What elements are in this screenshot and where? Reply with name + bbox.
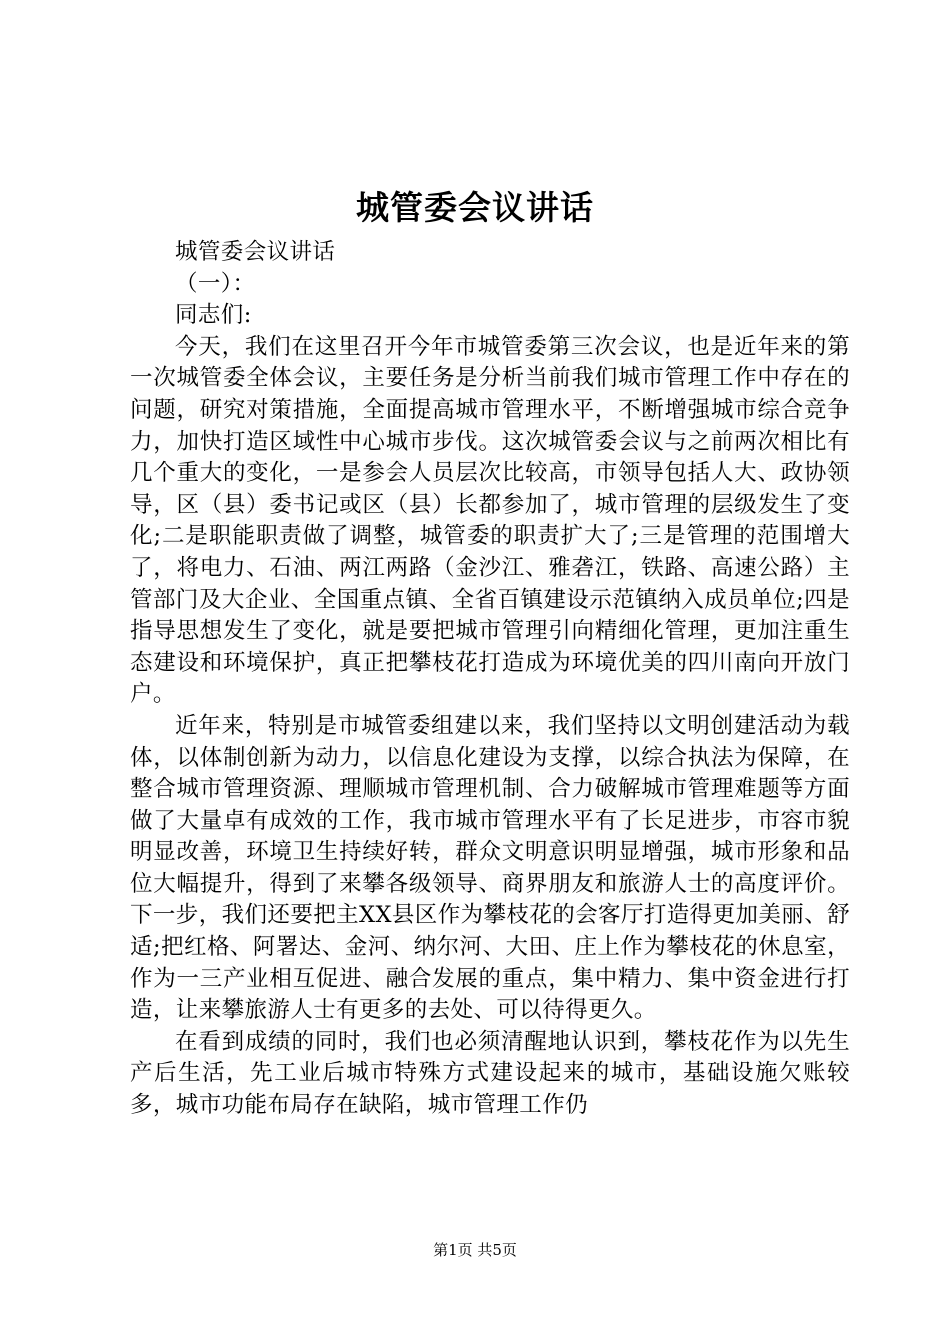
salutation-paragraph: 同志们: [175, 302, 252, 329]
body-paragraph: 在看到成绩的同时，我们也必须清醒地认识到，攀枝花作为以先生产后生活，先工业后城市特殊方式建设起来的城市，基础设施欠账较多，城市功能布局存在缺陷，城市管理工作仍 [130, 1028, 850, 1119]
body-paragraph: 今天，我们在这里召开今年市城管委第三次会议，也是近年来的第一次城管委全体会议，主要任务是分析当前我们城市管理工作中存在的问题，研究对策措施，全面提高城市管理水平，不断增强城市综合竞争力，加快打造区域性中心城市步伐。这次城管委会议与之前两次相比有几个重大的变化，一是参会人员层次比较高，市领导包括人大、政协领导，区（县）委书记或区（县）长都参加了，城市管理的层级发生了变化;二是职能职责做了调整，城管委的职责扩大了;三是管理的范围增大了，将电力、石油、两江两路（金沙江、雅砻江，铁路、高速公路）主管部门及大企业、全国重点镇、全省百镇建设示范镇纳入成员单位;四是指导思想发生了变化，就是要把城市管理引向精细化管理，更加注重生态建设和环境保护，真正把攀枝花打造成为环境优美的四川南向开放门户。 [130, 333, 850, 708]
page-footer: 第1页 共5页 [433, 1241, 517, 1259]
document-body [130, 237, 850, 1122]
document-title: 城管委会议讲话 [356, 188, 594, 227]
subtitle-paragraph: 城管委会议讲话 [175, 239, 336, 265]
section-number-paragraph: （一）： [175, 270, 256, 297]
body-paragraph: 近年来，特别是市城管委组建以来，我们坚持以文明创建活动为载体，以体制创新为动力，以信息化建设为支撑，以综合执法为保障，在整合城市管理资源、理顺城市管理机制、合力破解城市管理难题等方面做了大量卓有成效的工作，我市城市管理水平有了长足进步，市容市貌明显改善，环境卫生持续好转，群众文明意识明显增强，城市形象和品位大幅提升，得到了来攀各级领导、商界朋友和旅游人士的高度评价。下一步，我们还要把主XX县区作为攀枝花的会客厅打造得更加美丽、舒适;把红格、阿署达、金河、纳尔河、大田、庄上作为攀枝花的休息室，作为一三产业相互促进、融合发展的重点，集中精力、集中资金进行打造，让来攀旅游人士有更多的去处、可以待得更久。 [130, 712, 850, 1024]
